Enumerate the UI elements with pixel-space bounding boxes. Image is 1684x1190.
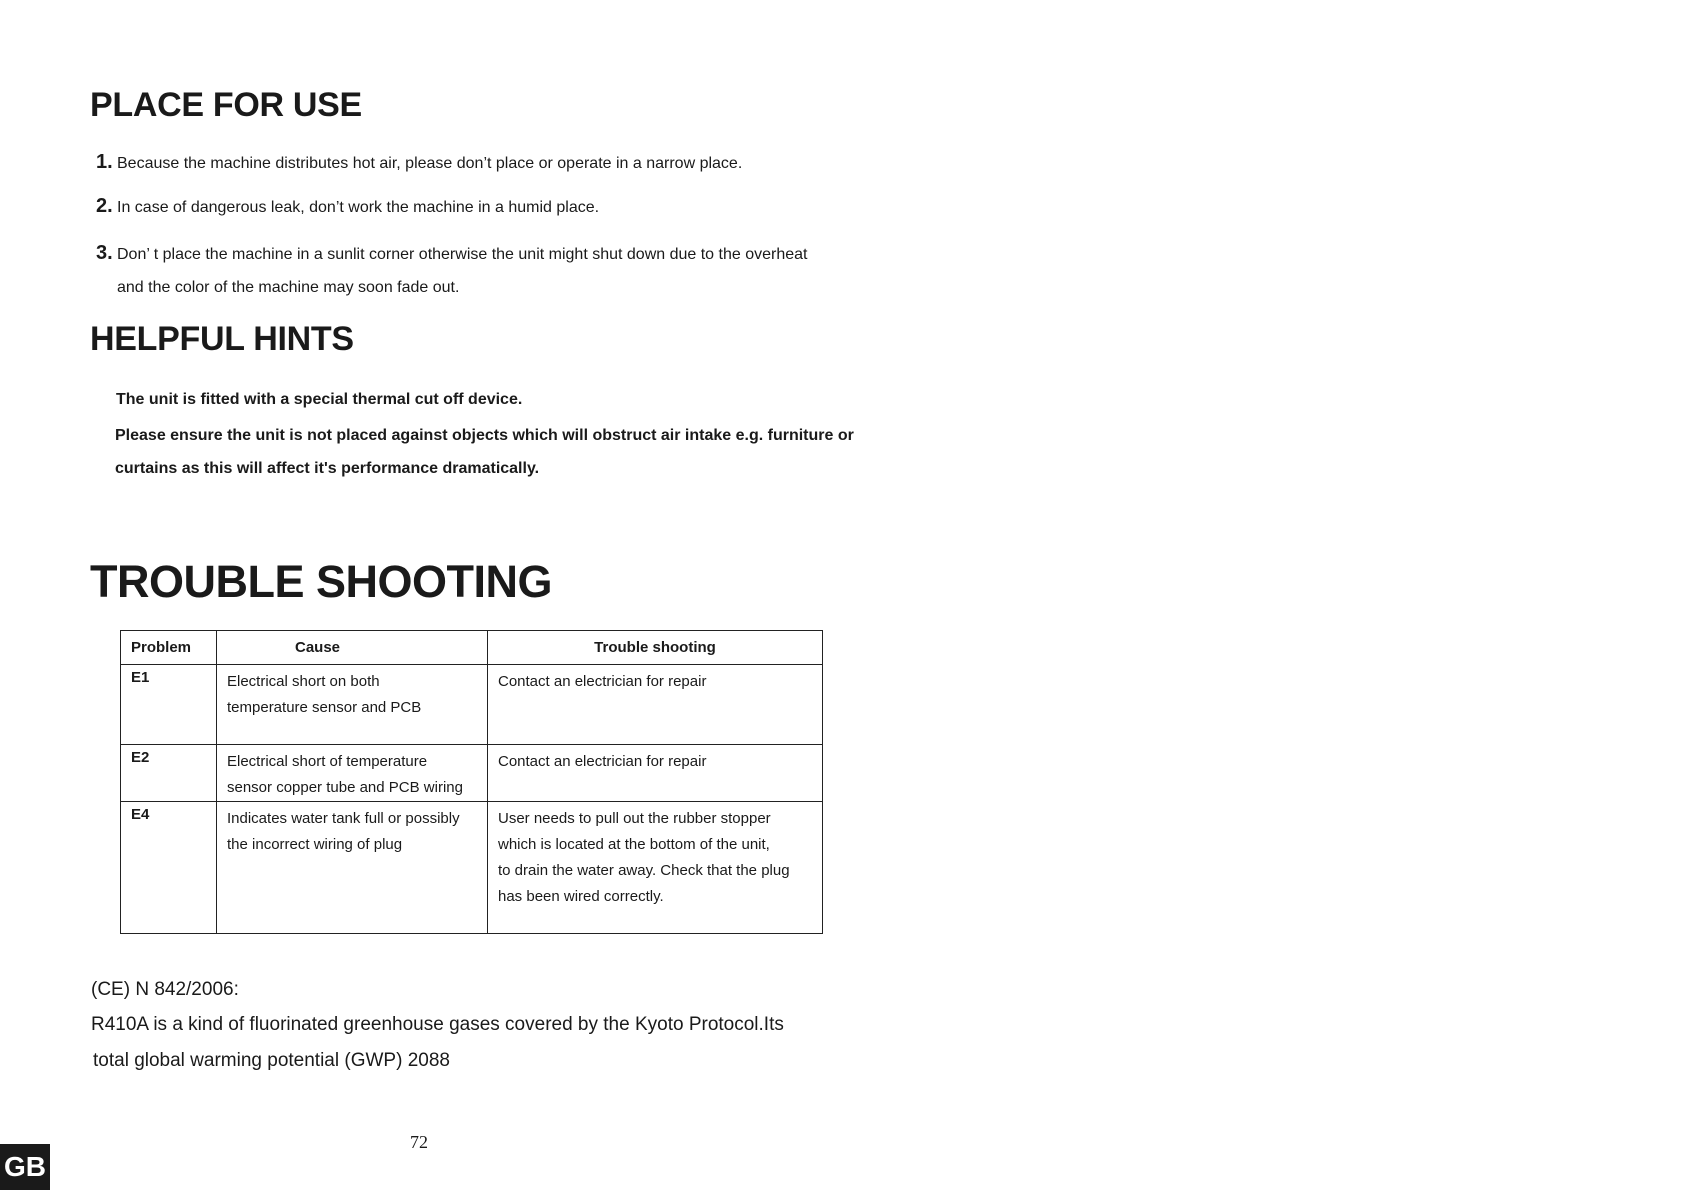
hint-line: The unit is fitted with a special thermal cut off device.	[116, 391, 523, 408]
problem-code: E2	[121, 745, 217, 802]
regulation-line: R410A is a kind of fluorinated greenhouse gases covered by the Kyoto Protocol.Its	[91, 1014, 784, 1035]
table-row	[121, 802, 823, 934]
list-item	[96, 195, 599, 218]
cause-line: sensor copper tube and PCB wiring	[227, 779, 463, 796]
fix-line: has been wired correctly.	[498, 888, 664, 905]
language-tab: GB	[0, 1144, 50, 1190]
list-number: 2.	[96, 195, 113, 217]
trouble-shooting-table	[120, 630, 823, 934]
problem-code: E1	[121, 665, 217, 745]
fix-line: to drain the water away. Check that the plug	[498, 862, 790, 879]
list-text: Don’ t place the machine in a sunlit corner otherwise the unit might shut down due to the overheat	[117, 246, 808, 263]
regulation-line: total global warming potential (GWP) 2088	[93, 1050, 450, 1071]
page-number: 72	[410, 1132, 428, 1152]
list-number: 3.	[96, 242, 113, 264]
regulation-line: (CE) N 842/2006:	[91, 979, 239, 1000]
list-text: In case of dangerous leak, don’t work the machine in a humid place.	[117, 199, 600, 216]
helpful-hints-heading: HELPFUL HINTS	[90, 320, 354, 358]
list-number: 1.	[96, 151, 113, 173]
cause-cell	[217, 802, 488, 934]
column-header-trouble-shooting: Trouble shooting	[488, 631, 823, 665]
table-row	[121, 745, 823, 802]
fix-line: Contact an electrician for repair	[498, 753, 707, 770]
fix-line: which is located at the bottom of the unit,	[498, 836, 770, 853]
trouble-shooting-heading: TROUBLE SHOOTING	[90, 556, 552, 607]
cause-line: Indicates water tank full or possibly	[227, 810, 460, 827]
hint-line: Please ensure the unit is not placed against objects which will obstruct air intake e.g. furniture or	[115, 427, 854, 444]
fix-cell	[488, 802, 823, 934]
list-continuation: and the color of the machine may soon fade out.	[117, 279, 460, 296]
cause-cell	[217, 745, 488, 802]
cause-line: temperature sensor and PCB	[227, 699, 422, 716]
table-row	[121, 665, 823, 745]
cause-cell	[217, 665, 488, 745]
list-text: Because the machine distributes hot air, please don’t place or operate in a narrow place.	[117, 155, 743, 172]
place-for-use-heading: PLACE FOR USE	[90, 86, 362, 124]
fix-cell	[488, 665, 823, 745]
list-item	[96, 242, 807, 265]
cause-line: the incorrect wiring of plug	[227, 836, 403, 853]
fix-line: Contact an electrician for repair	[498, 673, 707, 690]
hint-line: curtains as this will affect it's performance dramatically.	[115, 460, 540, 477]
cause-line: Electrical short on both	[227, 673, 380, 690]
column-header-problem: Problem	[121, 631, 217, 665]
problem-code: E4	[121, 802, 217, 934]
table-header-row	[121, 631, 823, 665]
column-header-cause: Cause	[217, 631, 488, 665]
fix-line: User needs to pull out the rubber stopper	[498, 810, 771, 827]
fix-cell	[488, 745, 823, 802]
list-item	[96, 151, 742, 174]
cause-line: Electrical short of temperature	[227, 753, 428, 770]
